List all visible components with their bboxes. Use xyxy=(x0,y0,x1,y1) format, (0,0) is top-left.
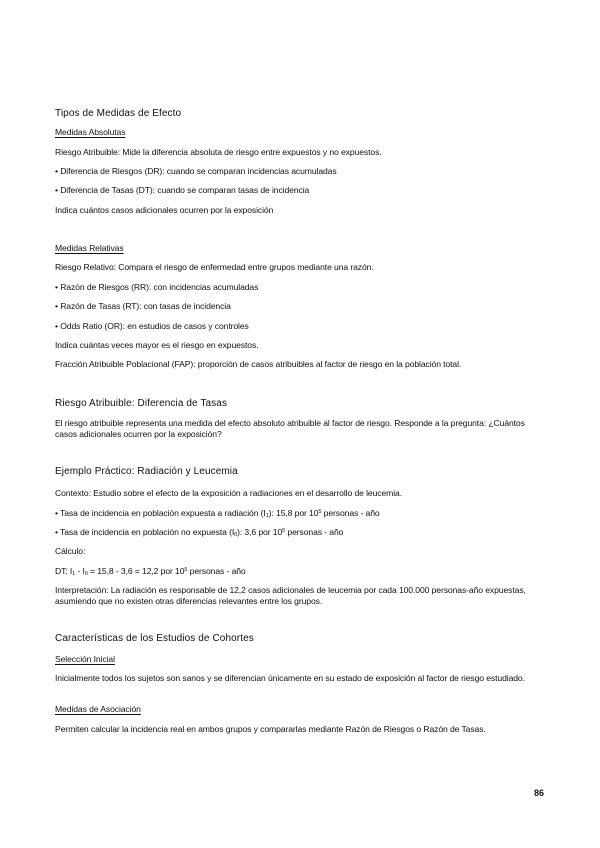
interpretacion: Interpretación: La radiación es responsable de 12,2 casos adicionales de leucemia por cada 100.000 personas-año expuestas, asumiendo que no existen otras diferencias relevantes entre los grupos. xyxy=(55,585,526,606)
ra-note: Indica cuántos casos adicionales ocurren por la exposición xyxy=(55,205,274,215)
section-title-ejemplo: Ejemplo Práctico: Radiación y Leucemia xyxy=(55,466,238,477)
rel-note: Indica cuántas veces mayor es el riesgo en expuestos. xyxy=(55,340,259,350)
rate-unexposed-value: ): 3,6 por 10 xyxy=(237,527,283,537)
dt-formula xyxy=(55,565,246,580)
rate-unexposed-sub: 0 xyxy=(234,532,238,538)
dt-formula-start: DT: I xyxy=(55,566,73,576)
rate-exposed-text: • Tasa de incidencia en población expuesta a radiación (I xyxy=(55,508,266,518)
dt-sub-1: 1 xyxy=(72,571,76,577)
ra-definition: Riesgo Atribuible: Mide la diferencia absoluta de riesgo entre expuestos y no expuestos. xyxy=(55,147,382,157)
section-title-tipos: Tipos de Medidas de Efecto xyxy=(55,108,182,119)
dt-exp: 5 xyxy=(184,567,188,573)
bullet-dr: • Diferencia de Riesgos (DR): cuando se comparan incidencias acumuladas xyxy=(55,166,337,176)
rate-exposed-sub: 1 xyxy=(265,513,269,519)
dt-equation: = 15,8 - 3,6 = 12,2 por 10 xyxy=(87,566,185,576)
rate-exposed-value: ): 15,8 por 10 xyxy=(268,508,319,518)
dt-unit: personas - año xyxy=(187,566,246,576)
rate-unexposed-unit: personas - año xyxy=(285,527,344,537)
rate-exposed-exp: 5 xyxy=(318,509,322,515)
seleccion-body: Inicialmente todos los sujetos son sanos y se diferencian únicamente en su estado de exposición al factor de riesgo estudiado. xyxy=(55,673,525,683)
bullet-dt: • Diferencia de Tasas (DT): cuando se comparan tasas de incidencia xyxy=(55,185,310,195)
bullet-rt: • Razón de Tasas (RT): con tasas de incidencia xyxy=(55,301,231,311)
heading-seleccion-inicial: Selección Inicial xyxy=(55,654,115,664)
ejemplo-contexto: Contexto: Estudio sobre el efecto de la exposición a radiaciones en el desarrollo de leucemia. xyxy=(55,488,402,498)
rate-exposed xyxy=(55,507,380,522)
page-number: 86 xyxy=(533,788,544,798)
rr-definition: Riesgo Relativo: Compara el riesgo de enfermedad entre grupos mediante una razón. xyxy=(55,262,374,272)
riesgo-atribuible-body: El riesgo atribuible representa una medida del efecto absoluto atribuible al factor de riesgo. Responde a la pregunta: ¿Cuántos casos adicionales ocurren por la exposición? xyxy=(55,418,525,439)
fap-definition: Fracción Atribuible Poblacional (FAP): proporción de casos atribuibles al factor de riesgo en la población total. xyxy=(55,359,462,369)
section-title-riesgo-atribuible: Riesgo Atribuible: Diferencia de Tasas xyxy=(55,398,228,409)
rate-unexposed-text: • Tasa de incidencia en población no expuesta (I xyxy=(55,527,235,537)
bullet-or: • Odds Ratio (OR): en estudios de casos y controles xyxy=(55,321,249,331)
asociacion-body: Permiten calcular la incidencia real en ambos grupos y compararlas mediante Razón de Riesgos o Razón de Tasas. xyxy=(55,724,486,734)
bullet-rr: • Razón de Riesgos (RR): con incidencias acumuladas xyxy=(55,282,259,292)
dt-minus: - I xyxy=(75,566,85,576)
calculo-label: Cálculo: xyxy=(55,546,86,556)
heading-medidas-relativas: Medidas Relativas xyxy=(55,243,124,253)
dt-sub-0: 0 xyxy=(84,571,88,577)
heading-medidas-asociacion: Medidas de Asociación xyxy=(55,704,141,714)
rate-unexposed-exp: 5 xyxy=(282,528,286,534)
section-title-cohortes: Características de los Estudios de Cohortes xyxy=(55,633,254,644)
rate-exposed-unit: personas - año xyxy=(321,508,380,518)
rate-unexposed xyxy=(55,526,343,541)
heading-medidas-absolutas: Medidas Absolutas xyxy=(55,127,126,137)
